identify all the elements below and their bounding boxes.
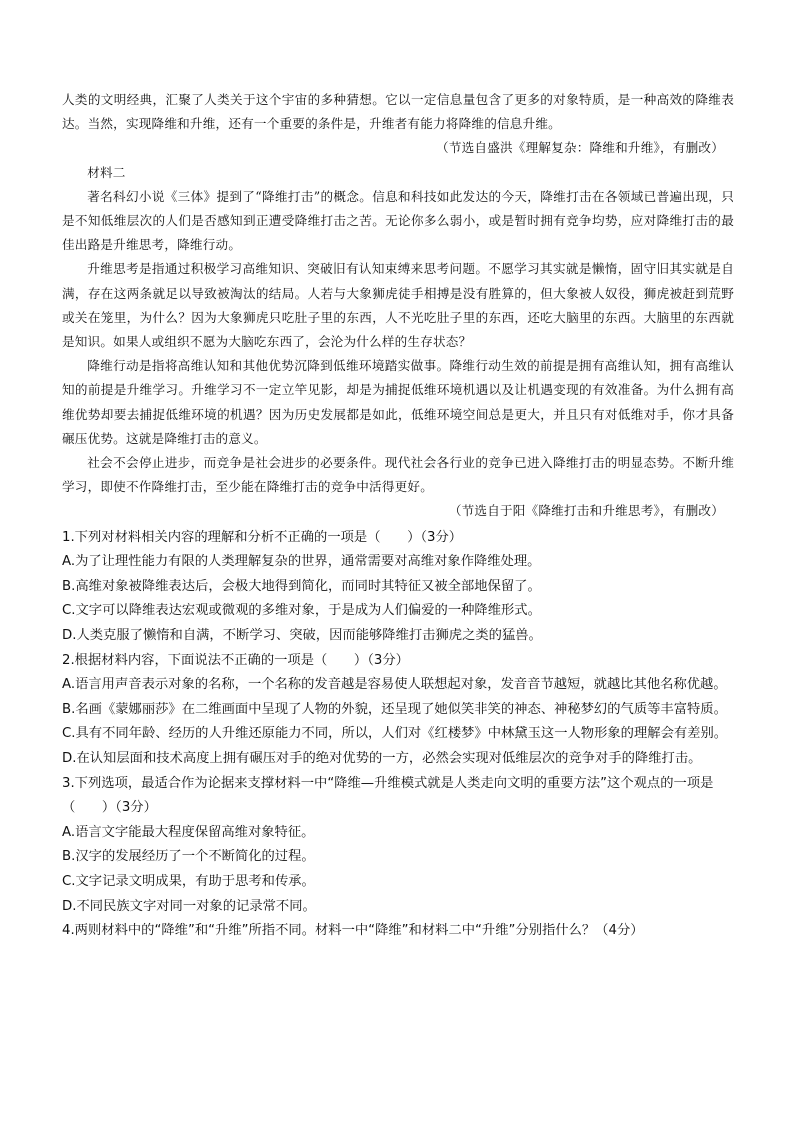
- question-1-option-b: B.高维对象被降维表达后，会极大地得到简化，而同时其特征又被全部地保留了。: [62, 578, 541, 594]
- question-2-stem: 2.根据材料内容，下面说法不正确的一项是（ ）（3分）: [62, 652, 409, 668]
- question-1-option-d: D.人类克服了懒惰和自满，不断学习、突破，因而能够降维打击狮虎之类的猛兽。: [62, 628, 542, 644]
- question-1-option-a: A.为了让理性能力有限的人类理解复杂的世界，通常需要对高维对象作降维处理。: [62, 554, 541, 570]
- material-one-tail-paragraph: 人类的文明经典，汇聚了人类关于这个宇宙的多种猜想。它以一定信息量包含了更多的对象特质，是一种高效的降维表达。当然，实现降维和升维，还有一个重要的条件是，升维者有能力将降维的信息升维。: [62, 92, 734, 132]
- material-two-paragraph: 著名科幻小说《三体》提到了“降维打击”的概念。信息和科技如此发达的今天，降维打击在各领域已普遍出现，只是不知低维层次的人们是否感知到正遭受降维打击之苦。无论你多么弱小，或是暂时拥有竞争均势，应对降维打击的最佳出路是升维思考，降维行动。: [62, 188, 734, 253]
- question-3-option-a: A.语言文字能最大程度保留高维对象特征。: [62, 824, 315, 840]
- question-2-option-a: A.语言用声音表示对象的名称，一个名称的发音越是容易使人联想起对象，发音音节越短，就越比其他名称优越。: [62, 677, 727, 693]
- question-3-option-b: B.汉字的发展经历了一个不断简化的过程。: [62, 849, 315, 865]
- reading-materials: [62, 88, 734, 524]
- question-3-option-d: D.不同民族文字对同一对象的记录常不同。: [62, 898, 316, 914]
- material-one-source: （节选自盛洪《理解复杂：降维和升维》，有删改）: [436, 140, 724, 156]
- question-4-stem: 4.两则材料中的“降维”和“升维”所指不同。材料一中“降维”和材料二中“升维”分别指什么？（4分）: [62, 923, 644, 939]
- material-two-source: （节选自于阳《降维打击和升维思考》，有删改）: [448, 503, 724, 519]
- material-two-paragraph: 社会不会停止进步，而竞争是社会进步的必要条件。现代社会各行业的竞争已进入降维打击的明显态势。不断升维学习，即使不作降维打击，至少能在降维打击的竞争中活得更好。: [62, 455, 734, 495]
- question-1-option-c: C.文字可以降维表达宏观或微观的多维对象，于是成为人们偏爱的一种降维形式。: [62, 603, 541, 619]
- material-two-heading: 材料二: [87, 164, 126, 180]
- question-2-option-c: C.具有不同年龄、经历的人升维还原能力不同，所以，人们对《红楼梦》中林黛玉这一人物形象的理解会有差别。: [62, 726, 728, 742]
- question-2-option-b: B.名画《蒙娜丽莎》在二维画面中呈现了人物的外貌，还呈现了她似笑非笑的神态、神秘梦幻的气质等丰富特质。: [62, 701, 727, 717]
- question-3-option-c: C.文字记录文明成果，有助于思考和传承。: [62, 873, 315, 889]
- question-1-stem: 1.下列对材料相关内容的理解和分析不正确的一项是（ ）（3分）: [62, 529, 463, 545]
- question-3-stem: 3.下列选项，最适合作为论据来支撑材料一中“降维—升维模式就是人类走向文明的重要方法”这个观点的一项是（ ）（3分）: [62, 775, 714, 816]
- question-2-option-d: D.在认知层面和技术高度上拥有碾压对手的绝对优势的一方，必然会实现对低维层次的竞争对手的降维打击。: [62, 751, 702, 766]
- material-two-paragraph: 降维行动是指将高维认知和其他优势沉降到低维环境踏实做事。降维行动生效的前提是拥有高维认知，拥有高维认知的前提是升维学习。升维学习不一定立竿见影，却是为捕捉低维环境机遇以及让机遇变现的有效准备。为什么拥有高维优势却要去捕捉低维环境的机遇？因为历史发展都是如此，低维环境空间总是更大，并且只有对低维对手，你才具备碾压优势。这就是降维打击的意义。: [62, 358, 734, 446]
- material-two-paragraph: 升维思考是指通过积极学习高维知识、突破旧有认知束缚来思考问题。不愿学习其实就是懒惰，固守旧其实就是自满，存在这两条就足以导致被淘汰的结局。人若与大象狮虎徒手相搏是没有胜算的，但大象被人奴役，狮虎被赶到荒野或关在笼里，为什么？因为大象狮虎只吃肚子里的东西，人不光吃肚子里的东西，还吃大脑里的东西。大脑里的东西就是知识。如果人或组织不愿为大脑吃东西了，会沦为什么样的生存状态？: [62, 261, 734, 350]
- question-list: [62, 526, 734, 944]
